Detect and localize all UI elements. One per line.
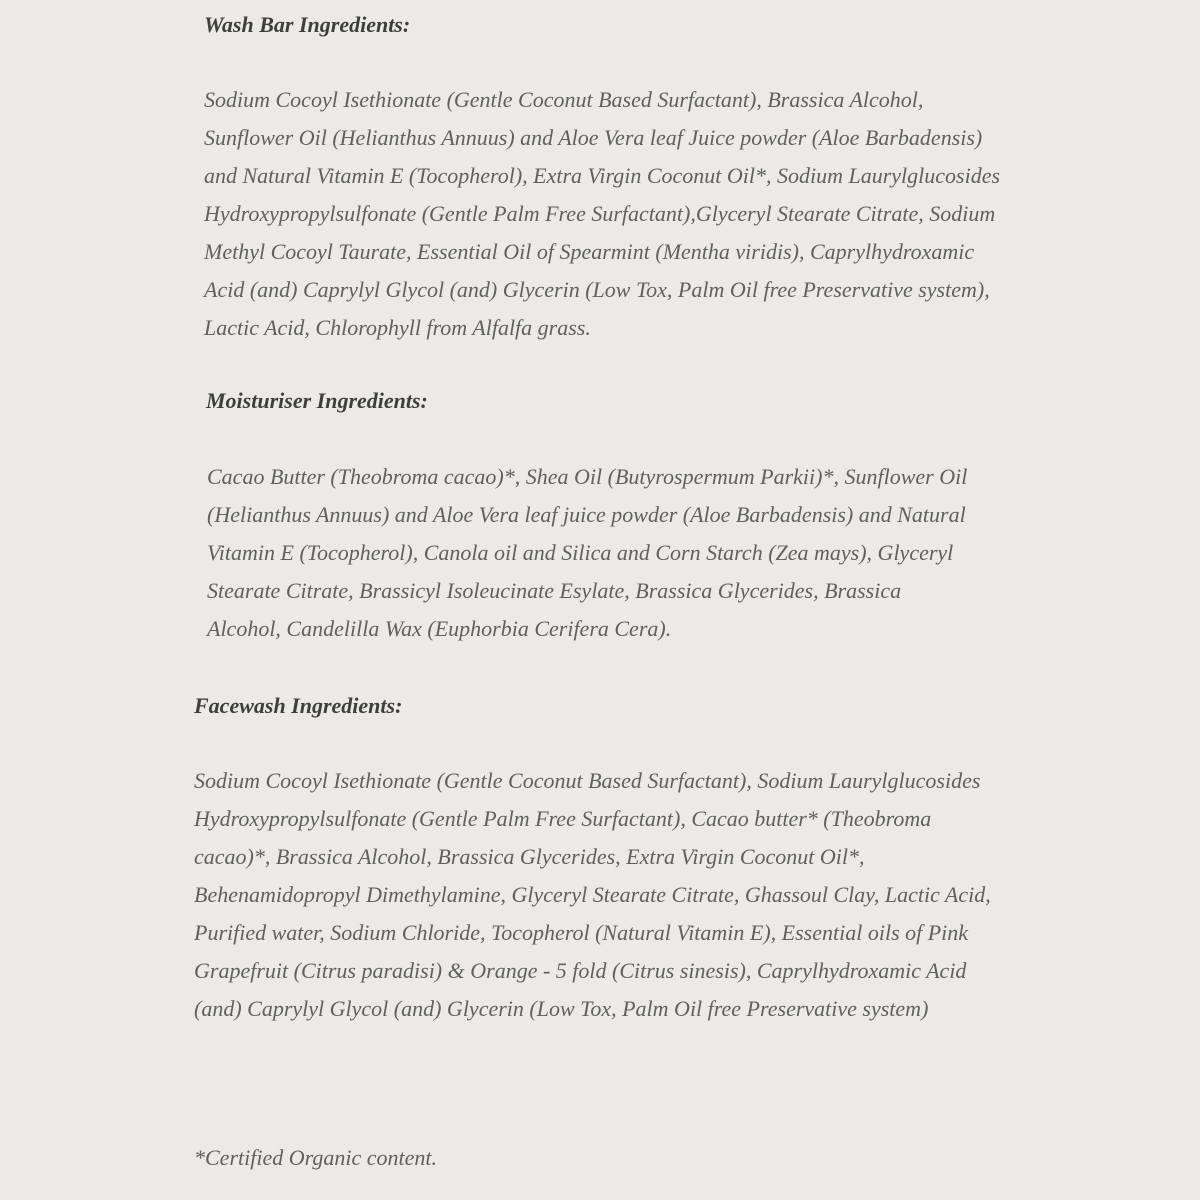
- moisturiser-heading-text: Moisturiser Ingredients:: [206, 388, 428, 413]
- moisturiser-ingredients-text: Cacao Butter (Theobroma cacao)*, Shea Oil (Butyrospermum Parkii)*, Sunflower Oil (Helianthus Annuus) and Aloe Vera leaf juice powder (Aloe Barbadensis) and Natural Vitamin E (Tocopherol), Canola oil and Silica and Corn Starch (Zea mays), Glyceryl Stearate Citrate, Brassicyl Isoleucinate Esylate, Brassica Glycerides, Brassica Alcohol, Candelilla Wax (Euphorbia Cerifera Cera).: [207, 464, 968, 641]
- facewash-ingredients-list: [194, 762, 1004, 1028]
- moisturiser-ingredients-heading: [206, 386, 428, 416]
- wash-bar-ingredients-text: Sodium Cocoyl Isethionate (Gentle Coconut Based Surfactant), Brassica Alcohol, Sunflower Oil (Helianthus Annuus) and Aloe Vera leaf Juice powder (Aloe Barbadensis) and Natural Vitamin E (Tocopherol), Extra Virgin Coconut Oil*, Sodium Laurylglucosides Hydroxypropylsulfonate (Gentle Palm Free Surfactant),Glyceryl Stearate Citrate, Sodium Methyl Cocoyl Taurate, Essential Oil of Spearmint (Mentha viridis), Caprylhydroxamic Acid (and) Caprylyl Glycol (and) Glycerin (Low Tox, Palm Oil free Preservative system), Lactic Acid, Chlorophyll from Alfalfa grass.: [204, 87, 1001, 340]
- moisturiser-ingredients-list: [207, 458, 977, 648]
- wash-bar-heading-text: Wash Bar Ingredients:: [204, 12, 411, 37]
- facewash-ingredients-text: Sodium Cocoyl Isethionate (Gentle Coconut Based Surfactant), Sodium Laurylglucosides Hydroxypropylsulfonate (Gentle Palm Free Surfactant), Cacao butter* (Theobroma cacao)*, Brassica Alcohol, Brassica Glycerides, Extra Virgin Coconut Oil*, Behenamidopropyl Dimethylamine, Glyceryl Stearate Citrate, Ghassoul Clay, Lactic Acid, Purified water, Sodium Chloride, Tocopherol (Natural Vitamin E), Essential oils of Pink Grapefruit (Citrus paradisi) & Orange - 5 fold (Citrus sinesis), Caprylhydroxamic Acid (and) Caprylyl Glycol (and) Glycerin (Low Tox, Palm Oil free Preservative system): [194, 768, 991, 1021]
- wash-bar-ingredients-list: [204, 81, 1014, 347]
- facewash-ingredients-heading: [194, 691, 402, 721]
- organic-footnote: [194, 1139, 437, 1177]
- facewash-heading-text: Facewash Ingredients:: [194, 693, 403, 718]
- wash-bar-ingredients-heading: [204, 10, 410, 40]
- footnote-text: *Certified Organic content.: [194, 1145, 437, 1170]
